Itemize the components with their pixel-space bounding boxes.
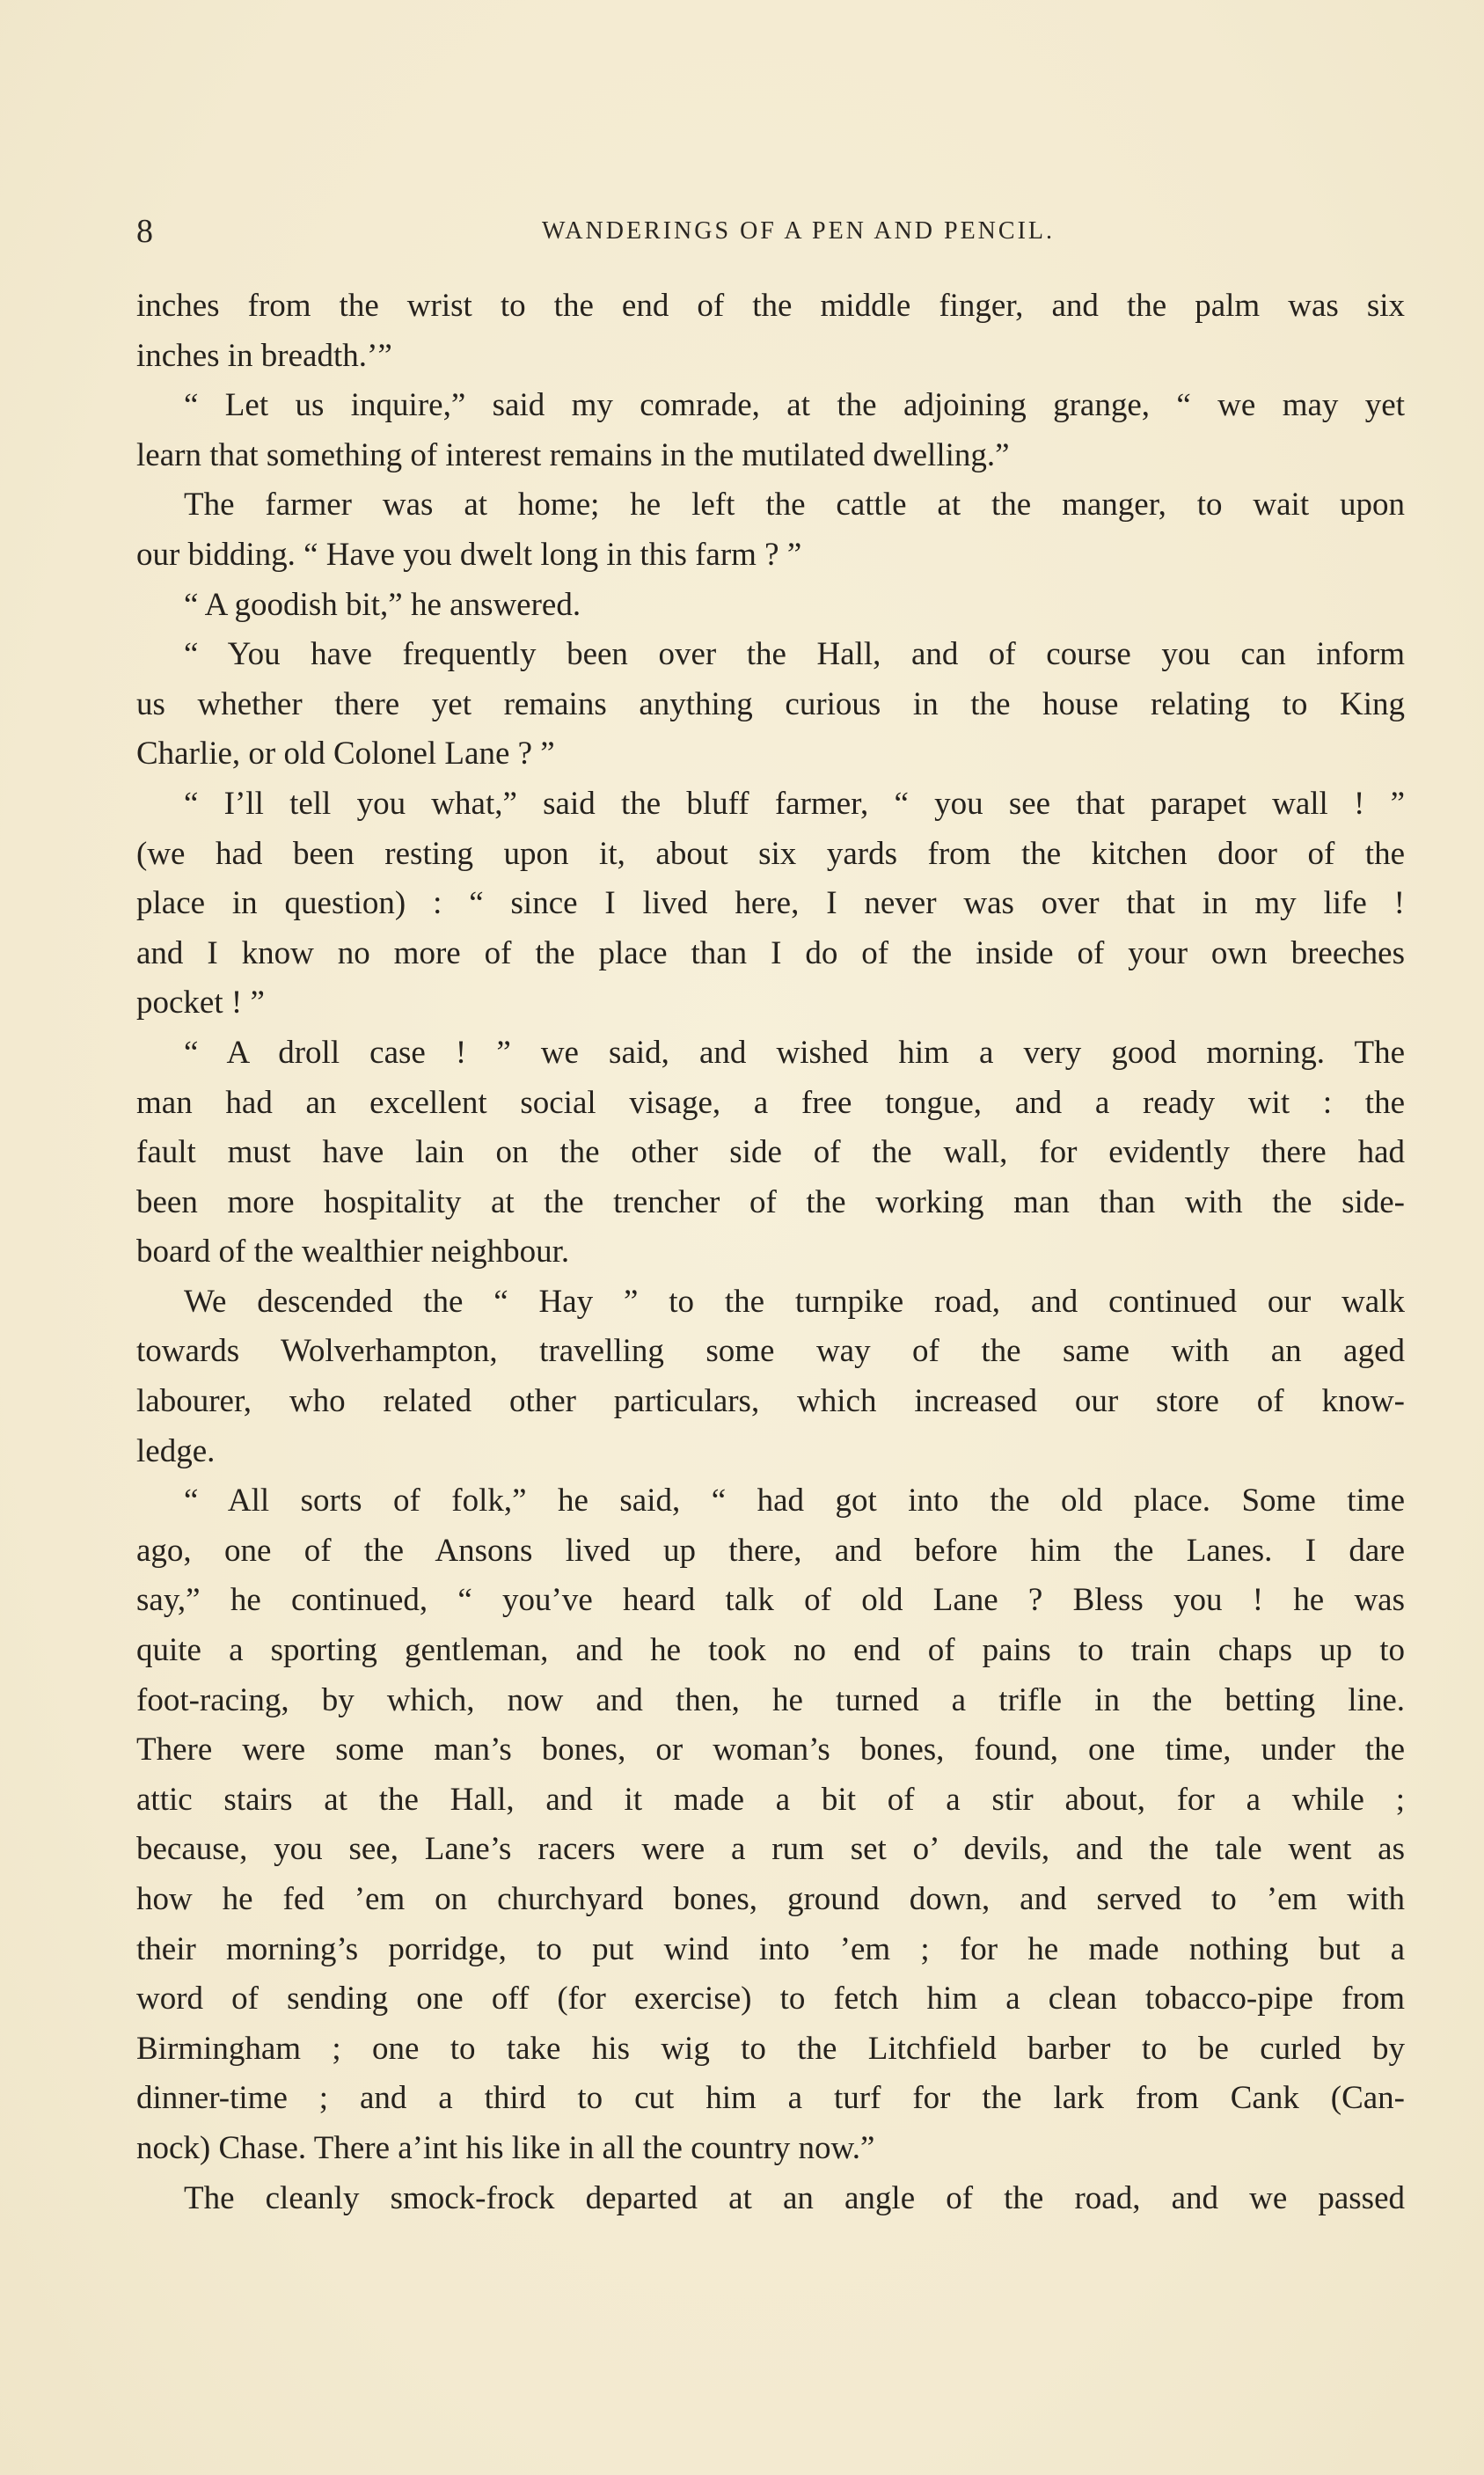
text-line: “ All sorts of folk,” he said, “ had got into the old place. Some time	[184, 1483, 1405, 1519]
text-line: learn that something of interest remains in the mutilated dwelling.”	[136, 436, 1010, 473]
text-line: (we had been resting upon it, about six yards from the kitchen door of the	[136, 835, 1405, 872]
text-line: pocket ! ”	[136, 985, 265, 1021]
text-line: dinner-time ; and a third to cut him a turf for the lark from Cank (Can-	[136, 2080, 1405, 2117]
text-line: The farmer was at home; he left the cattle at the manger, to wait upon	[184, 487, 1405, 524]
text-line: and I know no more of the place than I do of the inside of your own breeches	[136, 934, 1405, 971]
text-line: man had an excellent social visage, a free tongue, and a ready wit : the	[136, 1084, 1405, 1121]
text-line: quite a sporting gentleman, and he took no end of pains to train chaps up to	[136, 1632, 1405, 1669]
text-line: “ You have frequently been over the Hall, and of course you can inform	[184, 636, 1405, 673]
text-line: ago, one of the Ansons lived up there, and before him the Lanes. I dare	[136, 1532, 1405, 1569]
text-line: word of sending one off (for exercise) to fetch him a clean tobacco-pipe from	[136, 1981, 1405, 2017]
text-line: been more hospitality at the trencher of the working man than with the side-	[136, 1183, 1405, 1220]
text-line: The cleanly smock-frock departed at an angle of the road, and we passed	[184, 2179, 1405, 2216]
text-line: our bidding. “ Have you dwelt long in this farm ? ”	[136, 536, 802, 573]
text-line: “ Let us inquire,” said my comrade, at the adjoining grange, “ we may yet	[184, 387, 1405, 424]
running-title: WANDERINGS OF A PEN AND PENCIL.	[541, 217, 1056, 245]
text-line: inches from the wrist to the end of the middle finger, and the palm was six	[136, 288, 1405, 324]
text-line: “ I’ll tell you what,” said the bluff farmer, “ you see that parapet wall ! ”	[184, 785, 1405, 822]
body-text	[136, 282, 1405, 2223]
text-line: Birmingham ; one to take his wig to the Litchfield barber to be curled by	[136, 2030, 1405, 2067]
text-line: board of the wealthier neighbour.	[136, 1234, 570, 1270]
text-line: labourer, who related other particulars, which increased our store of know-	[136, 1383, 1405, 1420]
text-line: There were some man’s bones, or woman’s bones, found, one time, under the	[136, 1732, 1405, 1768]
text-line: We descended the “ Hay ” to the turnpike road, and continued our walk	[184, 1283, 1405, 1320]
page-number: 8	[136, 213, 153, 250]
text-line: Charlie, or old Colonel Lane ? ”	[136, 736, 555, 773]
text-line: how he fed ’em on churchyard bones, ground down, and served to ’em with	[136, 1881, 1405, 1917]
text-line: nock) Chase. There a’int his like in all the country now.”	[136, 2129, 875, 2166]
text-line: “ A goodish bit,” he answered.	[184, 586, 581, 623]
text-line: foot-racing, by which, now and then, he turned a trifle in the betting line.	[136, 1681, 1405, 1718]
text-line: “ A droll case ! ” we said, and wished him a very good morning. The	[184, 1034, 1405, 1071]
text-line: their morning’s porridge, to put wind into ’em ; for he made nothing but a	[136, 1930, 1405, 1967]
text-line: place in question) : “ since I lived here, I never was over that in my life !	[136, 885, 1405, 922]
text-line: us whether there yet remains anything curious in the house relating to King	[136, 685, 1405, 722]
text-line: say,” he continued, “ you’ve heard talk of old Lane ? Bless you ! he was	[136, 1582, 1405, 1619]
text-line: towards Wolverhampton, travelling some way of the same with an aged	[136, 1333, 1405, 1370]
text-line: inches in breadth.’”	[136, 337, 392, 374]
page-header	[136, 209, 1407, 253]
text-line: attic stairs at the Hall, and it made a bit of a stir about, for a while ;	[136, 1781, 1405, 1818]
text-line: because, you see, Lane’s racers were a rum set o’ devils, and the tale went as	[136, 1831, 1405, 1868]
text-line: ledge.	[136, 1432, 216, 1469]
text-line: fault must have lain on the other side of the wall, for evidently there had	[136, 1134, 1405, 1171]
